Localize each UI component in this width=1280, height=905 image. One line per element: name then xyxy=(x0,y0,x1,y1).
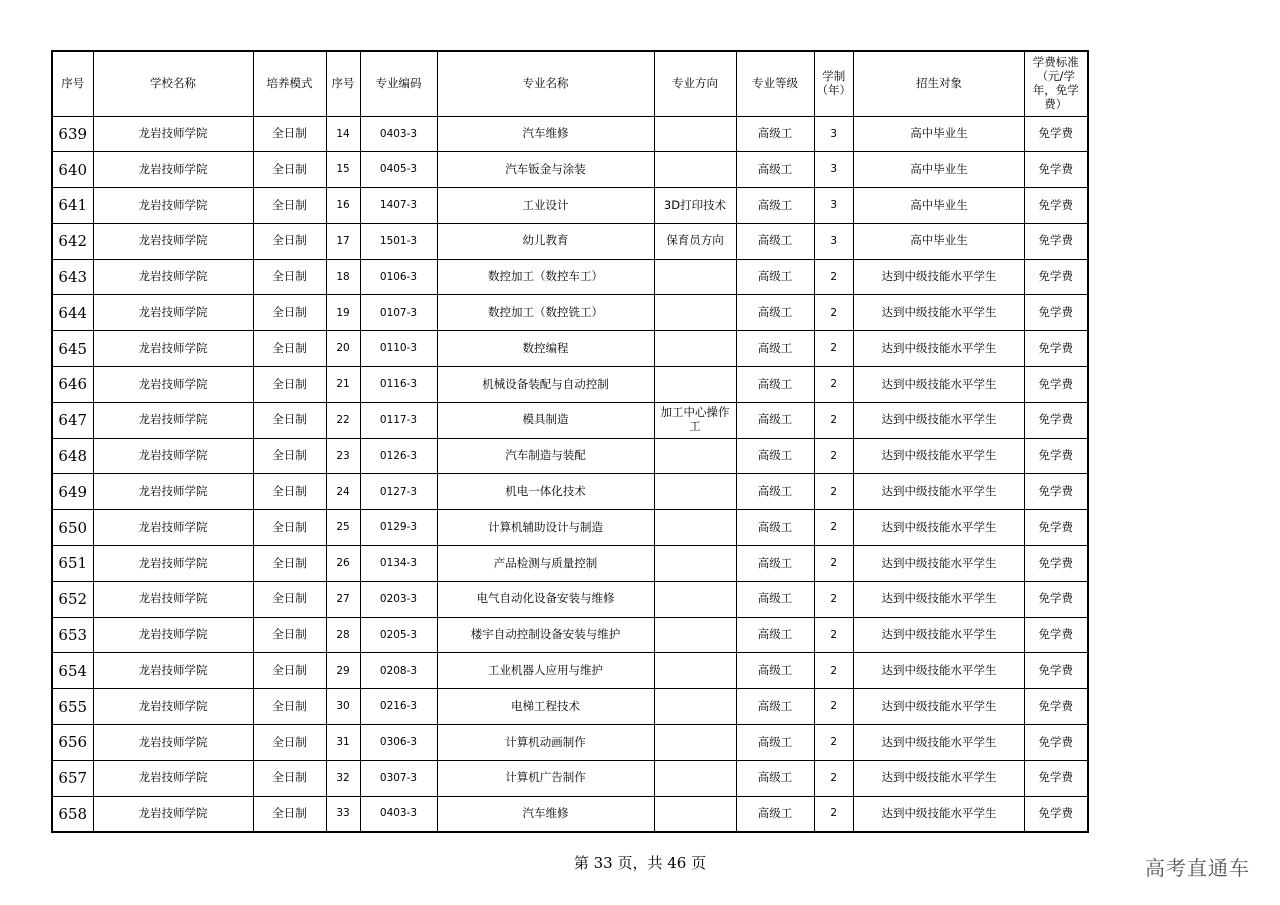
cell-major: 数控加工（数控车工） xyxy=(437,259,654,295)
cell-target: 达到中级技能水平学生 xyxy=(854,438,1025,474)
table-row xyxy=(52,367,1088,403)
cell-code: 0205-3 xyxy=(360,617,437,653)
cell-level: 高级工 xyxy=(736,259,814,295)
cell-seq: 654 xyxy=(52,653,93,689)
cell-fee: 免学费 xyxy=(1025,546,1088,582)
cell-mode: 全日制 xyxy=(253,152,326,188)
cell-mode: 全日制 xyxy=(253,116,326,152)
cell-seq: 639 xyxy=(52,116,93,152)
cell-sub-seq: 15 xyxy=(326,152,360,188)
cell-mode: 全日制 xyxy=(253,402,326,438)
cell-code: 0116-3 xyxy=(360,367,437,403)
cell-level: 高级工 xyxy=(736,402,814,438)
cell-seq: 650 xyxy=(52,510,93,546)
cell-target: 达到中级技能水平学生 xyxy=(854,617,1025,653)
cell-duration: 2 xyxy=(814,796,854,832)
cell-major: 楼宇自动控制设备安装与维护 xyxy=(437,617,654,653)
table-row xyxy=(52,510,1088,546)
cell-fee: 免学费 xyxy=(1025,152,1088,188)
cell-fee: 免学费 xyxy=(1025,188,1088,224)
cell-direction xyxy=(654,152,736,188)
cell-target: 达到中级技能水平学生 xyxy=(854,367,1025,403)
cell-seq: 647 xyxy=(52,402,93,438)
cell-mode: 全日制 xyxy=(253,546,326,582)
cell-sub-seq: 14 xyxy=(326,116,360,152)
cell-code: 0216-3 xyxy=(360,689,437,725)
cell-direction xyxy=(654,295,736,331)
cell-code: 0129-3 xyxy=(360,510,437,546)
cell-sub-seq: 28 xyxy=(326,617,360,653)
cell-mode: 全日制 xyxy=(253,510,326,546)
cell-direction xyxy=(654,689,736,725)
cell-seq: 651 xyxy=(52,546,93,582)
table-row xyxy=(52,259,1088,295)
cell-fee: 免学费 xyxy=(1025,796,1088,832)
cell-level: 高级工 xyxy=(736,188,814,224)
cell-code: 0110-3 xyxy=(360,331,437,367)
cell-duration: 2 xyxy=(814,331,854,367)
cell-duration: 2 xyxy=(814,474,854,510)
cell-level: 高级工 xyxy=(736,725,814,761)
cell-major: 模具制造 xyxy=(437,402,654,438)
cell-code: 0127-3 xyxy=(360,474,437,510)
page-number-footer: 第 33 页，共 46 页 xyxy=(573,854,707,872)
cell-level: 高级工 xyxy=(736,223,814,259)
cell-level: 高级工 xyxy=(736,617,814,653)
cell-direction: 保育员方向 xyxy=(654,223,736,259)
cell-level: 高级工 xyxy=(736,438,814,474)
table-row xyxy=(52,116,1088,152)
cell-target: 达到中级技能水平学生 xyxy=(854,295,1025,331)
cell-sub-seq: 18 xyxy=(326,259,360,295)
cell-code: 0134-3 xyxy=(360,546,437,582)
cell-major: 工业机器人应用与维护 xyxy=(437,653,654,689)
cell-level: 高级工 xyxy=(736,474,814,510)
cell-level: 高级工 xyxy=(736,367,814,403)
cell-major: 计算机广告制作 xyxy=(437,760,654,796)
cell-fee: 免学费 xyxy=(1025,581,1088,617)
cell-school: 龙岩技师学院 xyxy=(93,617,253,653)
header-seq: 序号 xyxy=(52,51,93,116)
cell-school: 龙岩技师学院 xyxy=(93,546,253,582)
cell-seq: 655 xyxy=(52,689,93,725)
cell-school: 龙岩技师学院 xyxy=(93,152,253,188)
cell-direction: 3D打印技术 xyxy=(654,188,736,224)
cell-seq: 646 xyxy=(52,367,93,403)
cell-direction xyxy=(654,474,736,510)
table-body xyxy=(52,116,1088,832)
cell-duration: 3 xyxy=(814,223,854,259)
cell-mode: 全日制 xyxy=(253,617,326,653)
header-school: 学校名称 xyxy=(93,51,253,116)
cell-seq: 641 xyxy=(52,188,93,224)
cell-duration: 2 xyxy=(814,295,854,331)
cell-school: 龙岩技师学院 xyxy=(93,653,253,689)
cell-level: 高级工 xyxy=(736,689,814,725)
cell-sub-seq: 31 xyxy=(326,725,360,761)
cell-mode: 全日制 xyxy=(253,331,326,367)
cell-sub-seq: 27 xyxy=(326,581,360,617)
cell-school: 龙岩技师学院 xyxy=(93,223,253,259)
cell-level: 高级工 xyxy=(736,116,814,152)
cell-mode: 全日制 xyxy=(253,438,326,474)
cell-mode: 全日制 xyxy=(253,725,326,761)
table-row xyxy=(52,331,1088,367)
header-code: 专业编码 xyxy=(360,51,437,116)
table-row xyxy=(52,725,1088,761)
cell-seq: 640 xyxy=(52,152,93,188)
cell-duration: 2 xyxy=(814,725,854,761)
cell-code: 0306-3 xyxy=(360,725,437,761)
cell-sub-seq: 26 xyxy=(326,546,360,582)
cell-code: 0208-3 xyxy=(360,653,437,689)
cell-sub-seq: 29 xyxy=(326,653,360,689)
header-duration: 学制（年） xyxy=(814,51,854,116)
header-direction: 专业方向 xyxy=(654,51,736,116)
table-row xyxy=(52,295,1088,331)
cell-direction xyxy=(654,510,736,546)
cell-level: 高级工 xyxy=(736,510,814,546)
cell-target: 达到中级技能水平学生 xyxy=(854,581,1025,617)
cell-seq: 644 xyxy=(52,295,93,331)
cell-target: 达到中级技能水平学生 xyxy=(854,510,1025,546)
cell-major: 电气自动化设备安装与维修 xyxy=(437,581,654,617)
cell-code: 0106-3 xyxy=(360,259,437,295)
header-fee: 学费标准（元/学年，免学费） xyxy=(1025,51,1088,116)
cell-major: 机械设备装配与自动控制 xyxy=(437,367,654,403)
header-major: 专业名称 xyxy=(437,51,654,116)
cell-target: 高中毕业生 xyxy=(854,223,1025,259)
cell-direction xyxy=(654,546,736,582)
cell-major: 产品检测与质量控制 xyxy=(437,546,654,582)
cell-direction xyxy=(654,653,736,689)
header-target: 招生对象 xyxy=(854,51,1025,116)
cell-level: 高级工 xyxy=(736,331,814,367)
header-level: 专业等级 xyxy=(736,51,814,116)
cell-seq: 642 xyxy=(52,223,93,259)
cell-code: 0403-3 xyxy=(360,796,437,832)
cell-school: 龙岩技师学院 xyxy=(93,438,253,474)
cell-direction xyxy=(654,796,736,832)
cell-school: 龙岩技师学院 xyxy=(93,367,253,403)
cell-sub-seq: 25 xyxy=(326,510,360,546)
cell-school: 龙岩技师学院 xyxy=(93,510,253,546)
cell-level: 高级工 xyxy=(736,796,814,832)
cell-fee: 免学费 xyxy=(1025,760,1088,796)
cell-direction: 加工中心操作工 xyxy=(654,402,736,438)
cell-code: 0405-3 xyxy=(360,152,437,188)
cell-seq: 658 xyxy=(52,796,93,832)
cell-mode: 全日制 xyxy=(253,259,326,295)
cell-duration: 2 xyxy=(814,581,854,617)
cell-fee: 免学费 xyxy=(1025,510,1088,546)
cell-major: 汽车制造与装配 xyxy=(437,438,654,474)
cell-mode: 全日制 xyxy=(253,581,326,617)
cell-school: 龙岩技师学院 xyxy=(93,796,253,832)
cell-target: 达到中级技能水平学生 xyxy=(854,689,1025,725)
cell-fee: 免学费 xyxy=(1025,259,1088,295)
cell-mode: 全日制 xyxy=(253,474,326,510)
cell-mode: 全日制 xyxy=(253,295,326,331)
cell-target: 达到中级技能水平学生 xyxy=(854,653,1025,689)
cell-fee: 免学费 xyxy=(1025,402,1088,438)
cell-code: 0117-3 xyxy=(360,402,437,438)
cell-direction xyxy=(654,438,736,474)
cell-code: 0403-3 xyxy=(360,116,437,152)
cell-level: 高级工 xyxy=(736,653,814,689)
cell-school: 龙岩技师学院 xyxy=(93,581,253,617)
cell-fee: 免学费 xyxy=(1025,295,1088,331)
cell-sub-seq: 20 xyxy=(326,331,360,367)
cell-seq: 643 xyxy=(52,259,93,295)
cell-fee: 免学费 xyxy=(1025,725,1088,761)
table-row xyxy=(52,617,1088,653)
table-row xyxy=(52,760,1088,796)
cell-mode: 全日制 xyxy=(253,223,326,259)
cell-duration: 2 xyxy=(814,689,854,725)
cell-fee: 免学费 xyxy=(1025,653,1088,689)
cell-direction xyxy=(654,581,736,617)
header-sub-seq: 序号 xyxy=(326,51,360,116)
table-row xyxy=(52,546,1088,582)
cell-fee: 免学费 xyxy=(1025,223,1088,259)
table-row xyxy=(52,438,1088,474)
header-mode: 培养模式 xyxy=(253,51,326,116)
cell-mode: 全日制 xyxy=(253,188,326,224)
cell-seq: 645 xyxy=(52,331,93,367)
cell-level: 高级工 xyxy=(736,546,814,582)
cell-code: 1501-3 xyxy=(360,223,437,259)
cell-mode: 全日制 xyxy=(253,796,326,832)
cell-duration: 2 xyxy=(814,760,854,796)
cell-target: 达到中级技能水平学生 xyxy=(854,474,1025,510)
cell-school: 龙岩技师学院 xyxy=(93,116,253,152)
cell-school: 龙岩技师学院 xyxy=(93,760,253,796)
cell-target: 达到中级技能水平学生 xyxy=(854,402,1025,438)
cell-seq: 653 xyxy=(52,617,93,653)
cell-major: 电梯工程技术 xyxy=(437,689,654,725)
cell-school: 龙岩技师学院 xyxy=(93,331,253,367)
cell-duration: 2 xyxy=(814,367,854,403)
cell-mode: 全日制 xyxy=(253,367,326,403)
cell-target: 达到中级技能水平学生 xyxy=(854,331,1025,367)
cell-school: 龙岩技师学院 xyxy=(93,474,253,510)
cell-school: 龙岩技师学院 xyxy=(93,402,253,438)
cell-major: 汽车维修 xyxy=(437,116,654,152)
cell-duration: 2 xyxy=(814,259,854,295)
cell-school: 龙岩技师学院 xyxy=(93,295,253,331)
cell-duration: 2 xyxy=(814,402,854,438)
table-row xyxy=(52,402,1088,438)
cell-seq: 656 xyxy=(52,725,93,761)
cell-sub-seq: 16 xyxy=(326,188,360,224)
cell-major: 汽车维修 xyxy=(437,796,654,832)
cell-fee: 免学费 xyxy=(1025,474,1088,510)
cell-major: 汽车钣金与涂装 xyxy=(437,152,654,188)
cell-major: 数控加工（数控铣工） xyxy=(437,295,654,331)
cell-sub-seq: 24 xyxy=(326,474,360,510)
table-row xyxy=(52,152,1088,188)
cell-fee: 免学费 xyxy=(1025,331,1088,367)
cell-major: 计算机动画制作 xyxy=(437,725,654,761)
cell-seq: 652 xyxy=(52,581,93,617)
cell-code: 0126-3 xyxy=(360,438,437,474)
cell-school: 龙岩技师学院 xyxy=(93,689,253,725)
cell-sub-seq: 17 xyxy=(326,223,360,259)
cell-duration: 2 xyxy=(814,510,854,546)
cell-seq: 649 xyxy=(52,474,93,510)
cell-duration: 2 xyxy=(814,617,854,653)
cell-target: 达到中级技能水平学生 xyxy=(854,760,1025,796)
table-row xyxy=(52,796,1088,832)
cell-code: 0307-3 xyxy=(360,760,437,796)
cell-school: 龙岩技师学院 xyxy=(93,725,253,761)
cell-direction xyxy=(654,367,736,403)
cell-target: 高中毕业生 xyxy=(854,188,1025,224)
cell-fee: 免学费 xyxy=(1025,367,1088,403)
cell-duration: 2 xyxy=(814,438,854,474)
cell-sub-seq: 19 xyxy=(326,295,360,331)
cell-school: 龙岩技师学院 xyxy=(93,259,253,295)
cell-target: 高中毕业生 xyxy=(854,152,1025,188)
table-row xyxy=(52,653,1088,689)
cell-code: 1407-3 xyxy=(360,188,437,224)
cell-duration: 3 xyxy=(814,188,854,224)
table-row xyxy=(52,474,1088,510)
table-row xyxy=(52,689,1088,725)
cell-sub-seq: 32 xyxy=(326,760,360,796)
cell-target: 达到中级技能水平学生 xyxy=(854,259,1025,295)
table-row xyxy=(52,581,1088,617)
cell-direction xyxy=(654,617,736,653)
cell-duration: 3 xyxy=(814,116,854,152)
cell-direction xyxy=(654,331,736,367)
cell-level: 高级工 xyxy=(736,152,814,188)
cell-level: 高级工 xyxy=(736,295,814,331)
cell-target: 达到中级技能水平学生 xyxy=(854,796,1025,832)
cell-sub-seq: 30 xyxy=(326,689,360,725)
cell-seq: 657 xyxy=(52,760,93,796)
cell-target: 达到中级技能水平学生 xyxy=(854,546,1025,582)
cell-fee: 免学费 xyxy=(1025,617,1088,653)
cell-level: 高级工 xyxy=(736,581,814,617)
cell-direction xyxy=(654,259,736,295)
cell-fee: 免学费 xyxy=(1025,438,1088,474)
cell-direction xyxy=(654,760,736,796)
cell-target: 达到中级技能水平学生 xyxy=(854,725,1025,761)
cell-fee: 免学费 xyxy=(1025,689,1088,725)
cell-major: 工业设计 xyxy=(437,188,654,224)
cell-duration: 3 xyxy=(814,152,854,188)
table-row xyxy=(52,223,1088,259)
cell-major: 数控编程 xyxy=(437,331,654,367)
watermark-text: 高考直通车 xyxy=(1145,856,1250,880)
cell-sub-seq: 23 xyxy=(326,438,360,474)
cell-school: 龙岩技师学院 xyxy=(93,188,253,224)
cell-sub-seq: 22 xyxy=(326,402,360,438)
cell-seq: 648 xyxy=(52,438,93,474)
cell-target: 高中毕业生 xyxy=(854,116,1025,152)
table-header-row xyxy=(52,51,1088,116)
cell-sub-seq: 33 xyxy=(326,796,360,832)
table-row xyxy=(52,188,1088,224)
enrollment-table xyxy=(51,50,1089,833)
cell-major: 机电一体化技术 xyxy=(437,474,654,510)
cell-duration: 2 xyxy=(814,546,854,582)
cell-fee: 免学费 xyxy=(1025,116,1088,152)
cell-direction xyxy=(654,725,736,761)
cell-duration: 2 xyxy=(814,653,854,689)
cell-mode: 全日制 xyxy=(253,653,326,689)
cell-code: 0107-3 xyxy=(360,295,437,331)
cell-sub-seq: 21 xyxy=(326,367,360,403)
cell-direction xyxy=(654,116,736,152)
cell-mode: 全日制 xyxy=(253,760,326,796)
cell-major: 计算机辅助设计与制造 xyxy=(437,510,654,546)
cell-code: 0203-3 xyxy=(360,581,437,617)
cell-major: 幼儿教育 xyxy=(437,223,654,259)
cell-level: 高级工 xyxy=(736,760,814,796)
cell-mode: 全日制 xyxy=(253,689,326,725)
